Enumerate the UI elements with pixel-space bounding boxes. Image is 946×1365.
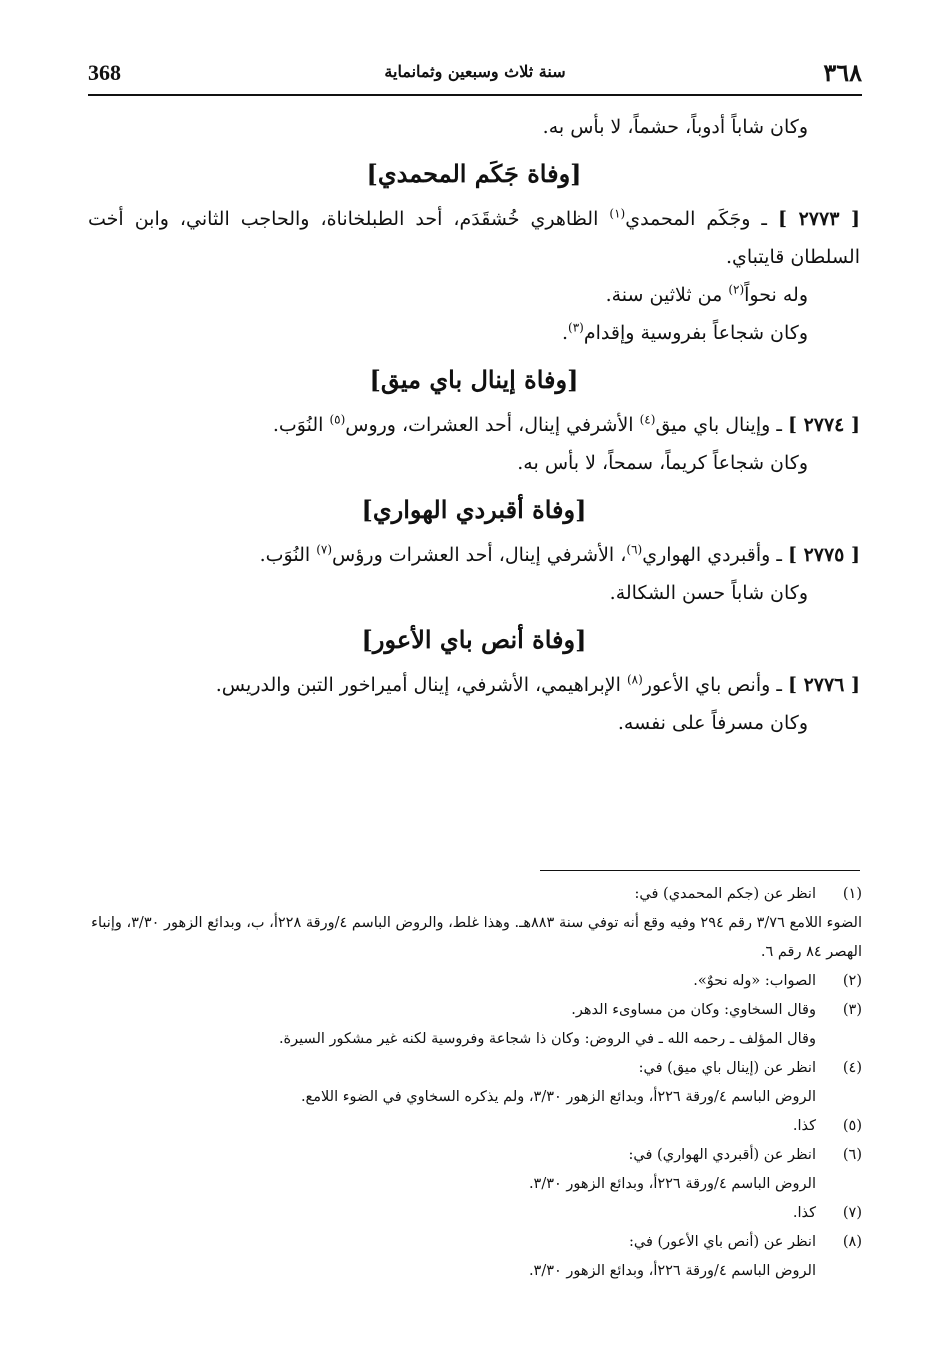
footnote	[88, 996, 862, 1054]
footnote-number: (٢)	[842, 973, 862, 989]
entry-paragraph	[88, 536, 860, 574]
line-text: .	[561, 322, 569, 344]
entry-text: الأشرفي إينال، أحد العشرات، وروس	[345, 414, 640, 436]
footnote-ref[interactable]: (١)	[609, 206, 626, 221]
footnote-text: الصواب: «وله نحوٌ».	[693, 973, 816, 989]
footnote-text: الضوء اللامع ٣/٧٦ رقم ٢٩٤ وفيه وقع أنه توفي سنة ٨٨٣هـ. وهذا غلط، والروض الباسم ٤/ورقة ٢٢٨أ، ب، وبدائع الزهور ٣/٣٠، وإنباء الهصر ٨٤ رقم ٦.	[91, 915, 862, 960]
page-number-arabic: ٣٦٨	[823, 58, 862, 87]
footnote-text: انظر عن (أقبردي الهواري) في:	[628, 1147, 816, 1163]
section-entry	[88, 358, 860, 482]
section-heading: [وفاة إينال باي ميق]	[369, 365, 579, 394]
entry-line	[88, 314, 860, 352]
footnote-number: (٤)	[842, 1060, 862, 1076]
section-entry	[88, 488, 860, 612]
section-heading: [وفاة جَكَم المحمدي]	[366, 159, 582, 188]
footnote-ref[interactable]: (٧)	[316, 542, 333, 557]
footnote-text: كذا.	[792, 1205, 816, 1221]
footnote	[88, 880, 862, 967]
entry-line: وكان مسرفاً على نفسه.	[617, 712, 808, 734]
footnote-text: انظر عن (أنص باي الأعور) في:	[629, 1234, 816, 1250]
entry-paragraph	[88, 200, 860, 276]
footnote-number: (٦)	[842, 1147, 862, 1163]
entry-paragraph	[88, 666, 860, 704]
entry-number: [ ٢٧٧٥ ]	[787, 544, 860, 566]
entry-text: ـ وأقبردي الهواري	[642, 544, 782, 566]
entry-text: ـ وجَكَم المحمدي	[625, 208, 767, 230]
footnote-text: وقال المؤلف ـ رحمه الله ـ في الروض: وكان ذا شجاعة وفروسية لكنه غير مشكور السيرة.	[278, 1031, 816, 1047]
page-header	[88, 58, 862, 96]
opening-line: وكان شاباً أدوباً، حشماً، لا بأس به.	[542, 116, 808, 138]
entry-text: الظاهري خُشقَدَم، أحد الطبلخاناة، والحاجب الثاني، وابن أخت السلطان قايتباي.	[88, 208, 860, 268]
entry-number: [ ٢٧٧٦ ]	[787, 674, 860, 696]
footnote-ref[interactable]: (٤)	[639, 412, 656, 427]
footnote	[88, 1054, 862, 1112]
footnote-text: كذا.	[792, 1118, 816, 1134]
footnote-ref[interactable]: (٢)	[728, 282, 745, 297]
section-heading: [وفاة أقبردي الهواري]	[361, 495, 587, 524]
footnote-number: (١)	[842, 886, 862, 902]
footnote-text: انظر عن (إينال باي ميق) في:	[638, 1060, 816, 1076]
entry-line: وكان شاباً حسن الشكالة.	[609, 582, 808, 604]
section-entry	[88, 618, 860, 742]
entry-number: [ ٢٧٧٣ ]	[778, 208, 860, 230]
entry-text: النُوَب.	[272, 414, 330, 436]
entry-text: ـ وأنص باي الأعور	[642, 674, 782, 696]
page-number-latin: 368	[88, 60, 121, 85]
main-text	[88, 108, 860, 742]
entry-text: النُوَب.	[259, 544, 317, 566]
footnote-ref[interactable]: (٦)	[626, 542, 643, 557]
entry-text: الإبراهيمي، الأشرفي، إينال أميراخور التبن والدريس.	[215, 674, 627, 696]
footnote-text: الروض الباسم ٤/ورقة ٢٢٦أ، وبدائع الزهور ٣/٣٠.	[528, 1176, 816, 1192]
entry-text: ـ وإينال باي ميق	[655, 414, 782, 436]
footnote-ref[interactable]: (٣)	[568, 320, 584, 335]
footnote	[88, 1199, 862, 1228]
line-text: من ثلاثين سنة.	[605, 284, 729, 306]
section-entry	[88, 152, 860, 352]
footnote-number: (٧)	[842, 1205, 862, 1221]
footnote-number: (٥)	[842, 1118, 862, 1134]
footnote	[88, 1141, 862, 1199]
footnote-text: انظر عن (جكم المحمدي) في:	[634, 886, 816, 902]
section-heading: [وفاة أنص باي الأعور]	[361, 625, 587, 654]
running-title: سنة ثلاث وسبعين وثمانماية	[384, 62, 566, 81]
footnotes	[88, 880, 862, 1286]
footnote-ref[interactable]: (٥)	[329, 412, 346, 427]
entry-line	[88, 276, 860, 314]
footnote-text: الروض الباسم ٤/ورقة ٢٢٦أ، وبدائع الزهور ٣/٣٠، ولم يذكره السخاوي في الضوء اللامع.	[300, 1089, 816, 1105]
footnote-text: وقال السخاوي: وكان من مساوىء الدهر.	[571, 1002, 816, 1018]
footnote-number: (٣)	[842, 1002, 862, 1018]
footnote	[88, 1228, 862, 1286]
footnote-text: الروض الباسم ٤/ورقة ٢٢٦أ، وبدائع الزهور ٣/٣٠.	[528, 1263, 816, 1279]
entry-number: [ ٢٧٧٤ ]	[787, 414, 860, 436]
footnote-divider	[540, 870, 860, 871]
entry-text: ، الأشرفي إينال، أحد العشرات ورؤس	[332, 544, 627, 566]
line-text: وله نحواً	[744, 284, 808, 306]
footnote-number: (٨)	[842, 1234, 862, 1250]
footnote	[88, 1112, 862, 1141]
footnote-ref[interactable]: (٨)	[626, 672, 643, 687]
entry-line: وكان شجاعاً كريماً، سمحاً، لا بأس به.	[517, 452, 808, 474]
entry-paragraph	[88, 406, 860, 444]
footnote	[88, 967, 862, 996]
line-text: وكان شجاعاً بفروسية وإقدام	[583, 322, 808, 344]
